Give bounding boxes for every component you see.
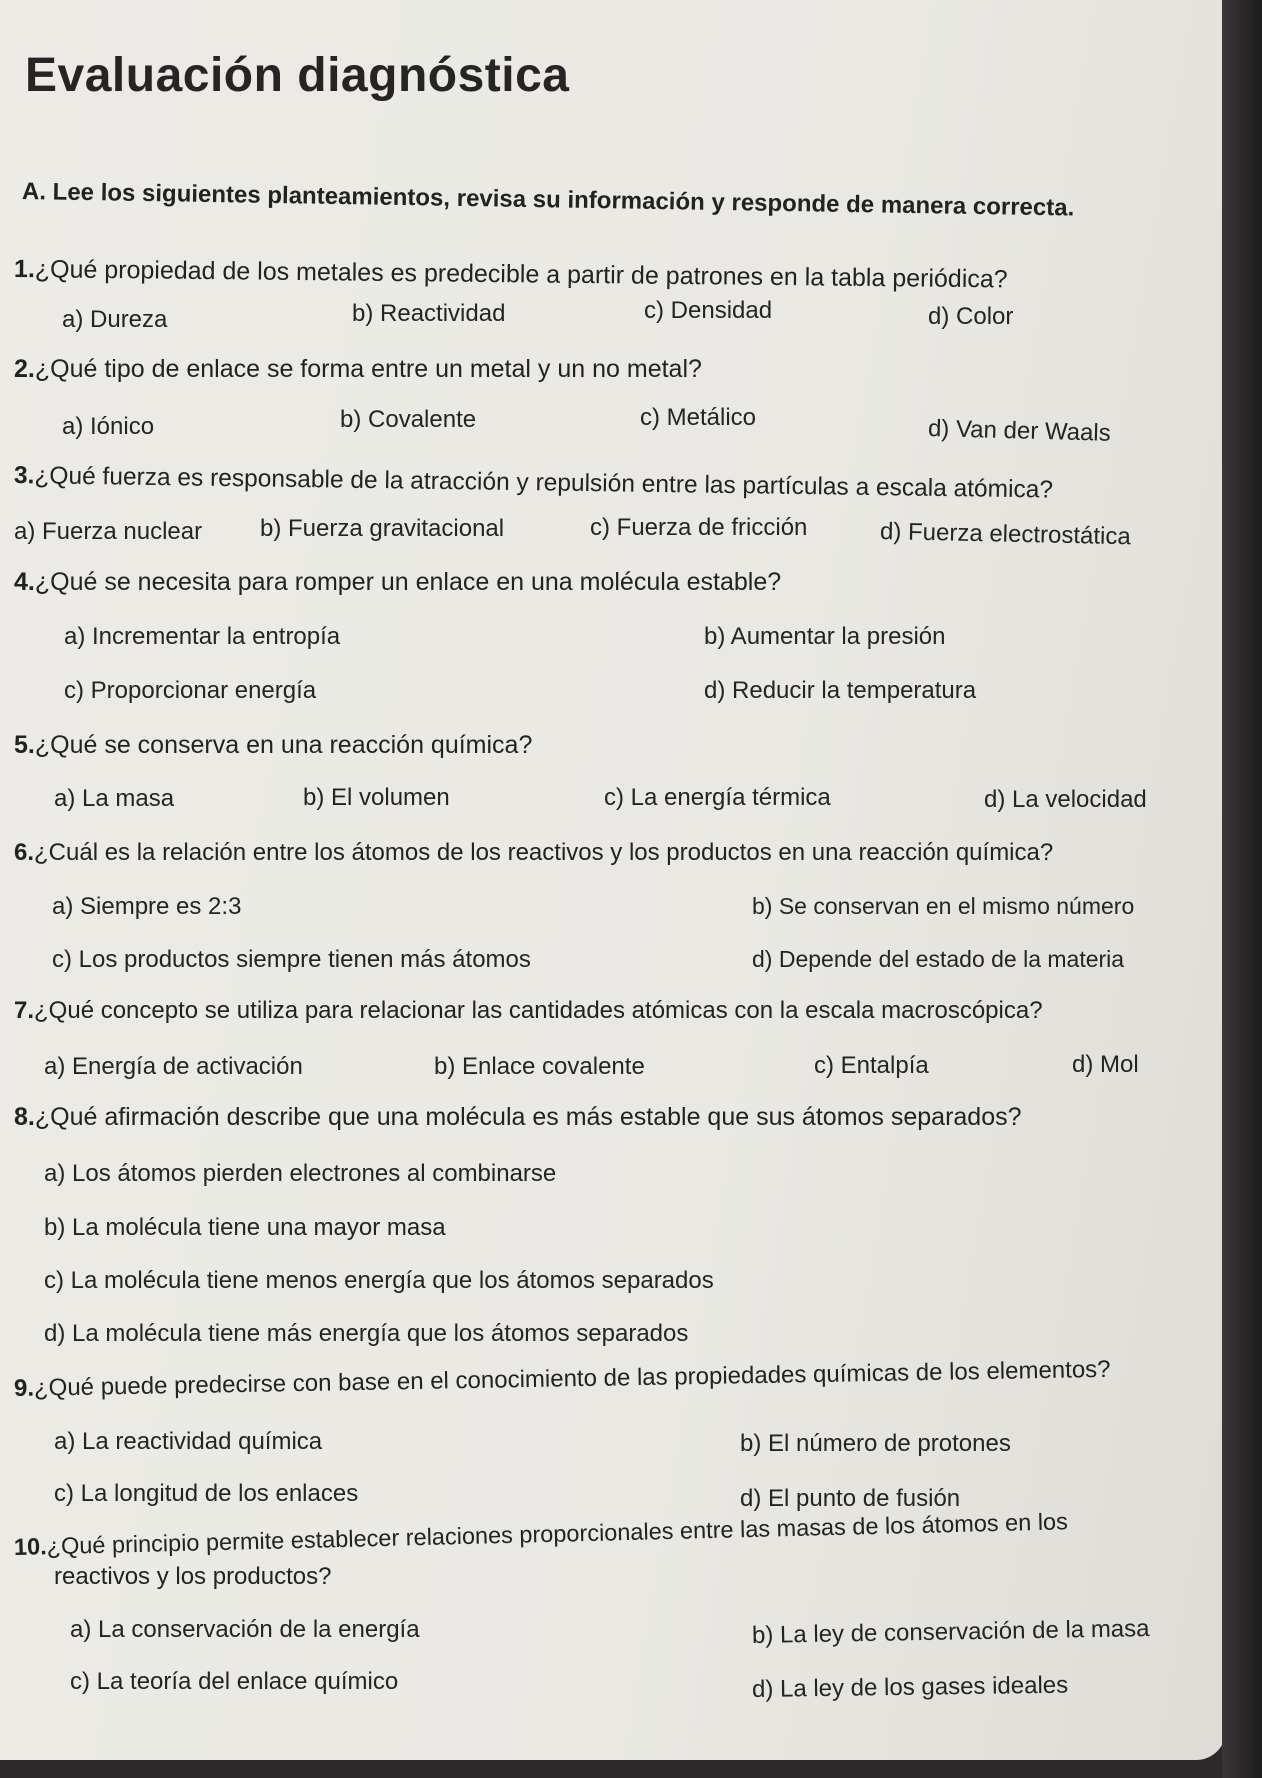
question-number: 4. [14, 568, 35, 596]
option-8c[interactable]: c) La molécula tiene menos energía que los átomos separados [44, 1267, 714, 1294]
question-text: ¿Qué se necesita para romper un enlace en una molécula estable? [34, 568, 782, 596]
question-number: 9. [13, 1374, 35, 1402]
option-9b[interactable]: b) El número de protones [740, 1430, 1011, 1457]
option-10a[interactable]: a) La conservación de la energía [70, 1616, 420, 1643]
option-5a[interactable]: a) La masa [54, 785, 175, 812]
question-text: ¿Qué afirmación describe que una molécula es más estable que sus átomos separados? [34, 1103, 1022, 1131]
option-1a[interactable]: a) Dureza [62, 306, 168, 333]
question-9 [14, 1356, 1111, 1403]
option-2d[interactable]: d) Van der Waals [927, 415, 1112, 447]
option-3c[interactable]: c) Fuerza de fricción [590, 514, 808, 541]
question-text: ¿Qué principio permite establecer relaciones proporcionales entre las masas de los átomos en los [46, 1508, 1069, 1560]
question-number: 7. [14, 997, 35, 1024]
option-10c[interactable]: c) La teoría del enlace químico [70, 1668, 399, 1695]
question-number: 1. [13, 255, 36, 284]
option-10d[interactable]: d) La ley de los gases ideales [751, 1671, 1069, 1703]
option-3a[interactable]: a) Fuerza nuclear [14, 518, 203, 545]
option-4b[interactable]: b) Aumentar la presión [704, 623, 946, 650]
option-8a[interactable]: a) Los átomos pierden electrones al combinarse [44, 1160, 557, 1187]
option-4a[interactable]: a) Incrementar la entropía [64, 623, 341, 650]
option-2a[interactable]: a) Iónico [62, 413, 155, 440]
question-number: 8. [14, 1103, 35, 1131]
question-8 [14, 1103, 1022, 1132]
option-2b[interactable]: b) Covalente [340, 406, 477, 433]
question-text: ¿Qué concepto se utiliza para relacionar las cantidades atómicas con la escala macroscópica? [34, 997, 1043, 1024]
option-8d[interactable]: d) La molécula tiene más energía que los átomos separados [44, 1320, 689, 1347]
option-8b[interactable]: b) La molécula tiene una mayor masa [44, 1214, 446, 1241]
option-3d[interactable]: d) Fuerza electrostática [879, 518, 1132, 551]
question-4 [14, 568, 781, 597]
question-7 [14, 997, 1043, 1025]
question-10 [14, 1508, 1068, 1561]
question-number: 6. [14, 839, 35, 866]
option-1d[interactable]: d) Color [928, 303, 1014, 330]
option-6c[interactable]: c) Los productos siempre tienen más átomos [52, 946, 531, 973]
option-7c[interactable]: c) Entalpía [814, 1052, 929, 1079]
question-number: 3. [13, 462, 35, 490]
question-1 [14, 255, 1008, 294]
question-text: ¿Qué se conserva en una reacción química? [34, 731, 533, 759]
question-6 [14, 839, 1053, 867]
page-title: Evaluación diagnóstica [25, 49, 570, 102]
question-text: ¿Cuál es la relación entre los átomos de los reactivos y los productos en una reacción química? [34, 839, 1054, 866]
question-5 [14, 731, 532, 760]
option-7b[interactable]: b) Enlace covalente [434, 1053, 645, 1080]
question-number: 2. [14, 355, 35, 383]
question-number: 10. [13, 1533, 47, 1560]
option-4c[interactable]: c) Proporcionar energía [64, 677, 317, 704]
option-3b[interactable]: b) Fuerza gravitacional [260, 515, 505, 542]
question-text: ¿Qué propiedad de los metales es predecible a partir de patrones en la tabla periódica? [34, 255, 1008, 294]
question-text: ¿Qué puede predecirse con base en el conocimiento de las propiedades químicas de los elementos? [33, 1355, 1111, 1402]
question-number: 5. [14, 731, 35, 759]
option-7d[interactable]: d) Mol [1072, 1051, 1139, 1078]
question-2 [14, 355, 702, 384]
option-6d[interactable]: d) Depende del estado de la materia [752, 946, 1125, 972]
option-7a[interactable]: a) Energía de activación [44, 1053, 303, 1080]
question-text: ¿Qué tipo de enlace se forma entre un metal y un no metal? [34, 355, 702, 383]
option-9c[interactable]: c) La longitud de los enlaces [54, 1480, 359, 1507]
instruction-text: A. Lee los siguientes planteamientos, revisa su información y responde de manera correcta. [21, 178, 1075, 222]
option-6a[interactable]: a) Siempre es 2:3 [52, 893, 242, 920]
option-5b[interactable]: b) El volumen [303, 784, 450, 811]
option-10b[interactable]: b) La ley de conservación de la masa [751, 1615, 1150, 1649]
question-3 [14, 462, 1053, 505]
option-2c[interactable]: c) Metálico [640, 404, 757, 431]
book-edge [1222, 0, 1262, 1778]
option-6b[interactable]: b) Se conservan en el mismo número [752, 893, 1135, 919]
option-5d[interactable]: d) La velocidad [984, 786, 1147, 813]
question-10-continuation: reactivos y los productos? [54, 1563, 332, 1590]
question-text: ¿Qué fuerza es responsable de la atracción y repulsión entre las partículas a escala atómica? [34, 462, 1054, 504]
option-1c[interactable]: c) Densidad [644, 297, 773, 324]
option-4d[interactable]: d) Reducir la temperatura [704, 677, 977, 704]
option-9a[interactable]: a) La reactividad química [54, 1428, 323, 1455]
option-5c[interactable]: c) La energía térmica [604, 784, 831, 811]
option-1b[interactable]: b) Reactividad [352, 300, 506, 327]
option-9d[interactable]: d) El punto de fusión [740, 1485, 961, 1512]
